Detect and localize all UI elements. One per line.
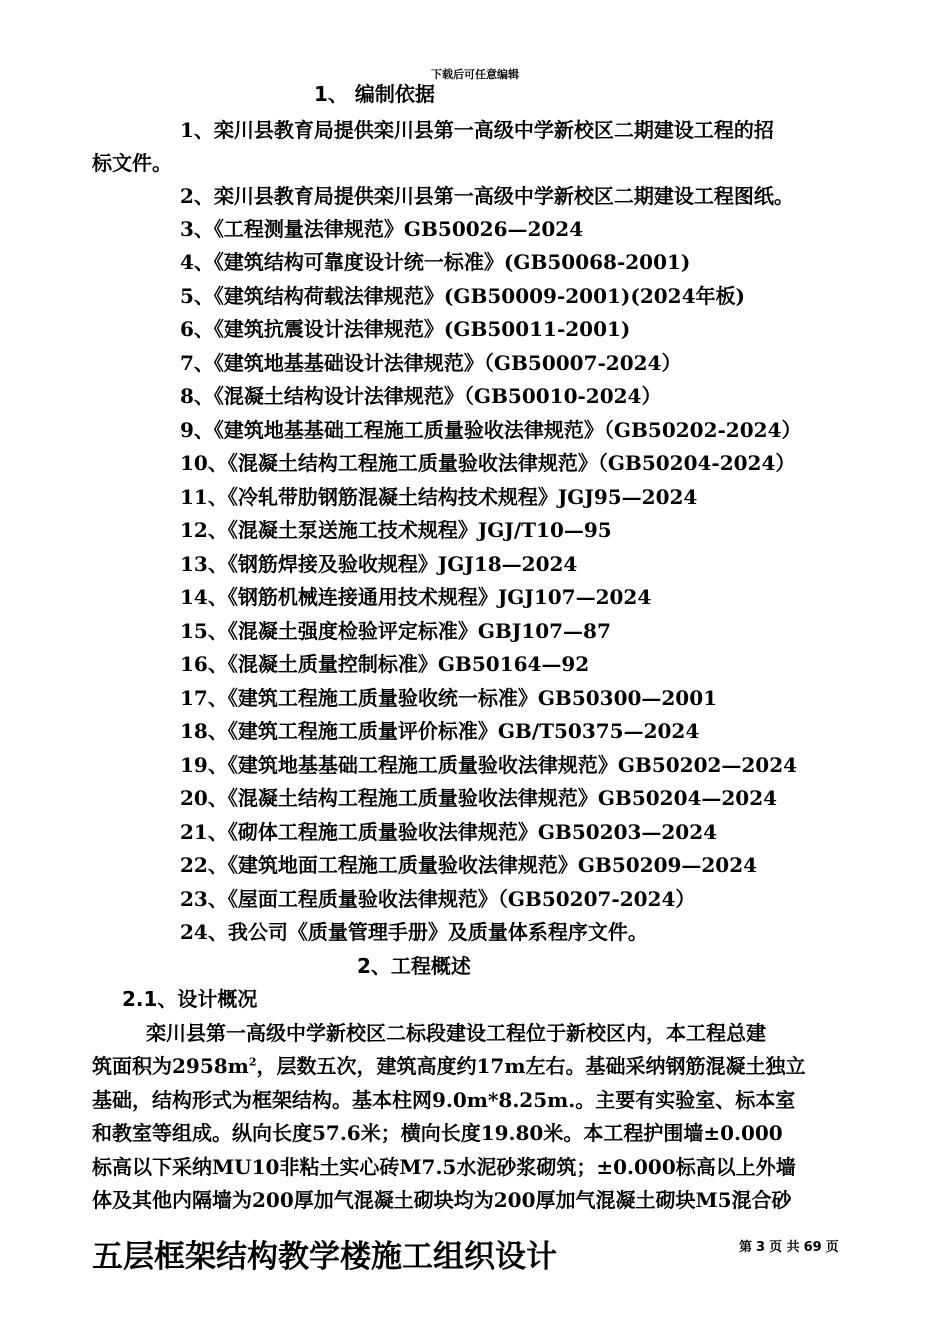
page-indicator <box>739 1236 843 1255</box>
basis-item-4: 4、《建筑结构可靠度设计统一标准》(GB50068-2001) <box>180 250 691 274</box>
basis-item-2: 2、栾川县教育局提供栾川县第一高级中学新校区二期建设工程图纸。 <box>180 184 794 208</box>
header-note: 下载后可任意编辑 <box>431 68 519 81</box>
basis-item-1-cont: 标文件。 <box>92 151 172 175</box>
basis-item-13: 13、《钢筋焊接及验收规程》JGJ18—2024 <box>180 552 578 576</box>
basis-item-12: 12、《混凝土泵送施工技术规程》JGJ/T10—95 <box>180 518 612 542</box>
basis-item-17: 17、《建筑工程施工质量验收统一标准》GB50300—2001 <box>180 686 718 710</box>
basis-item-6: 6、《建筑抗震设计法律规范》(GB50011-2001) <box>180 317 631 341</box>
overview-line-1: 栾川县第一高级中学新校区二标段建设工程位于新校区内，本工程总建 <box>146 1021 766 1045</box>
basis-item-18: 18、《建筑工程施工质量评价标准》GB/T50375—2024 <box>180 719 700 743</box>
page-total: 69 <box>803 1240 822 1255</box>
basis-item-20: 20、《混凝土结构工程施工质量验收法律规范》GB50204—2024 <box>180 786 778 810</box>
page-number: 3 <box>756 1240 766 1255</box>
basis-item-11: 11、《冷轧带肋钢筋混凝土结构技术规程》JGJ95—2024 <box>180 485 698 509</box>
basis-item-15: 15、《混凝土强度检验评定标准》GBJ107—87 <box>180 619 611 643</box>
basis-item-22: 22、《建筑地面工程施工质量验收法律规范》GB50209—2024 <box>180 853 758 877</box>
basis-item-3: 3、《工程测量法律规范》GB50026—2024 <box>180 217 584 241</box>
area-superscript: 2 <box>248 1055 257 1069</box>
basis-item-8: 8、《混凝土结构设计法律规范》（GB50010-2024） <box>180 384 662 408</box>
section-2-heading: 2、工程概述 <box>357 954 471 978</box>
basis-item-21: 21、《砌体工程施工质量验收法律规范》GB50203—2024 <box>180 820 718 844</box>
basis-item-10: 10、《混凝土结构工程施工质量验收法律规范》（GB50204-2024） <box>180 451 796 475</box>
page-suffix: 页 <box>825 1240 839 1255</box>
basis-item-7: 7、《建筑地基基础设计法律规范》（GB50007-2024） <box>180 351 682 375</box>
basis-item-19: 19、《建筑地基基础工程施工质量验收法律规范》GB50202—2024 <box>180 753 798 777</box>
overview-area: 筑面积为2958m <box>92 1054 249 1078</box>
overview-line-3: 基础，结构形式为框架结构。基本柱网9.0m*8.25m.。主要有实验室、标本室 <box>92 1088 796 1112</box>
basis-item-9: 9、《建筑地基基础工程施工质量验收法律规范》（GB50202-2024） <box>180 418 802 442</box>
overview-line-6: 体及其他内隔墙为200厚加气混凝土砌块均为200厚加气混凝土砌块M5混合砂 <box>92 1188 792 1212</box>
page-mid: 页 共 <box>769 1240 800 1255</box>
basis-item-24: 24、我公司《质量管理手册》及质量体系程序文件。 <box>180 920 648 944</box>
overview-line-2-rest: ，层数五次，建筑高度约17m左右。基础采纳钢筋混凝土独立 <box>256 1054 806 1078</box>
section-1-heading: 1、 编制依据 <box>314 82 435 106</box>
basis-item-5: 5、《建筑结构荷载法律规范》(GB50009-2001)(2024年板) <box>180 284 745 308</box>
overview-line-2 <box>92 1053 805 1079</box>
footer-title: 五层框架结构教学楼施工组织设计 <box>92 1239 557 1275</box>
basis-item-14: 14、《钢筋机械连接通用技术规程》JGJ107—2024 <box>180 585 652 609</box>
basis-item-23: 23、《屋面工程质量验收法律规范》（GB50207-2024） <box>180 887 696 911</box>
section-2-1-heading: 2.1、设计概况 <box>122 987 258 1011</box>
page-prefix: 第 <box>739 1240 753 1255</box>
basis-item-16: 16、《混凝土质量控制标准》GB50164—92 <box>180 652 590 676</box>
overview-line-5: 标高以下采纳MU10非粘土实心砖M7.5水泥砂浆砌筑；±0.000标高以上外墙 <box>92 1155 796 1179</box>
basis-item-1: 1、栾川县教育局提供栾川县第一高级中学新校区二期建设工程的招 <box>180 118 774 142</box>
overview-line-4: 和教室等组成。纵向长度57.6米；横向长度19.80米。本工程护围墙±0.000 <box>92 1121 783 1145</box>
